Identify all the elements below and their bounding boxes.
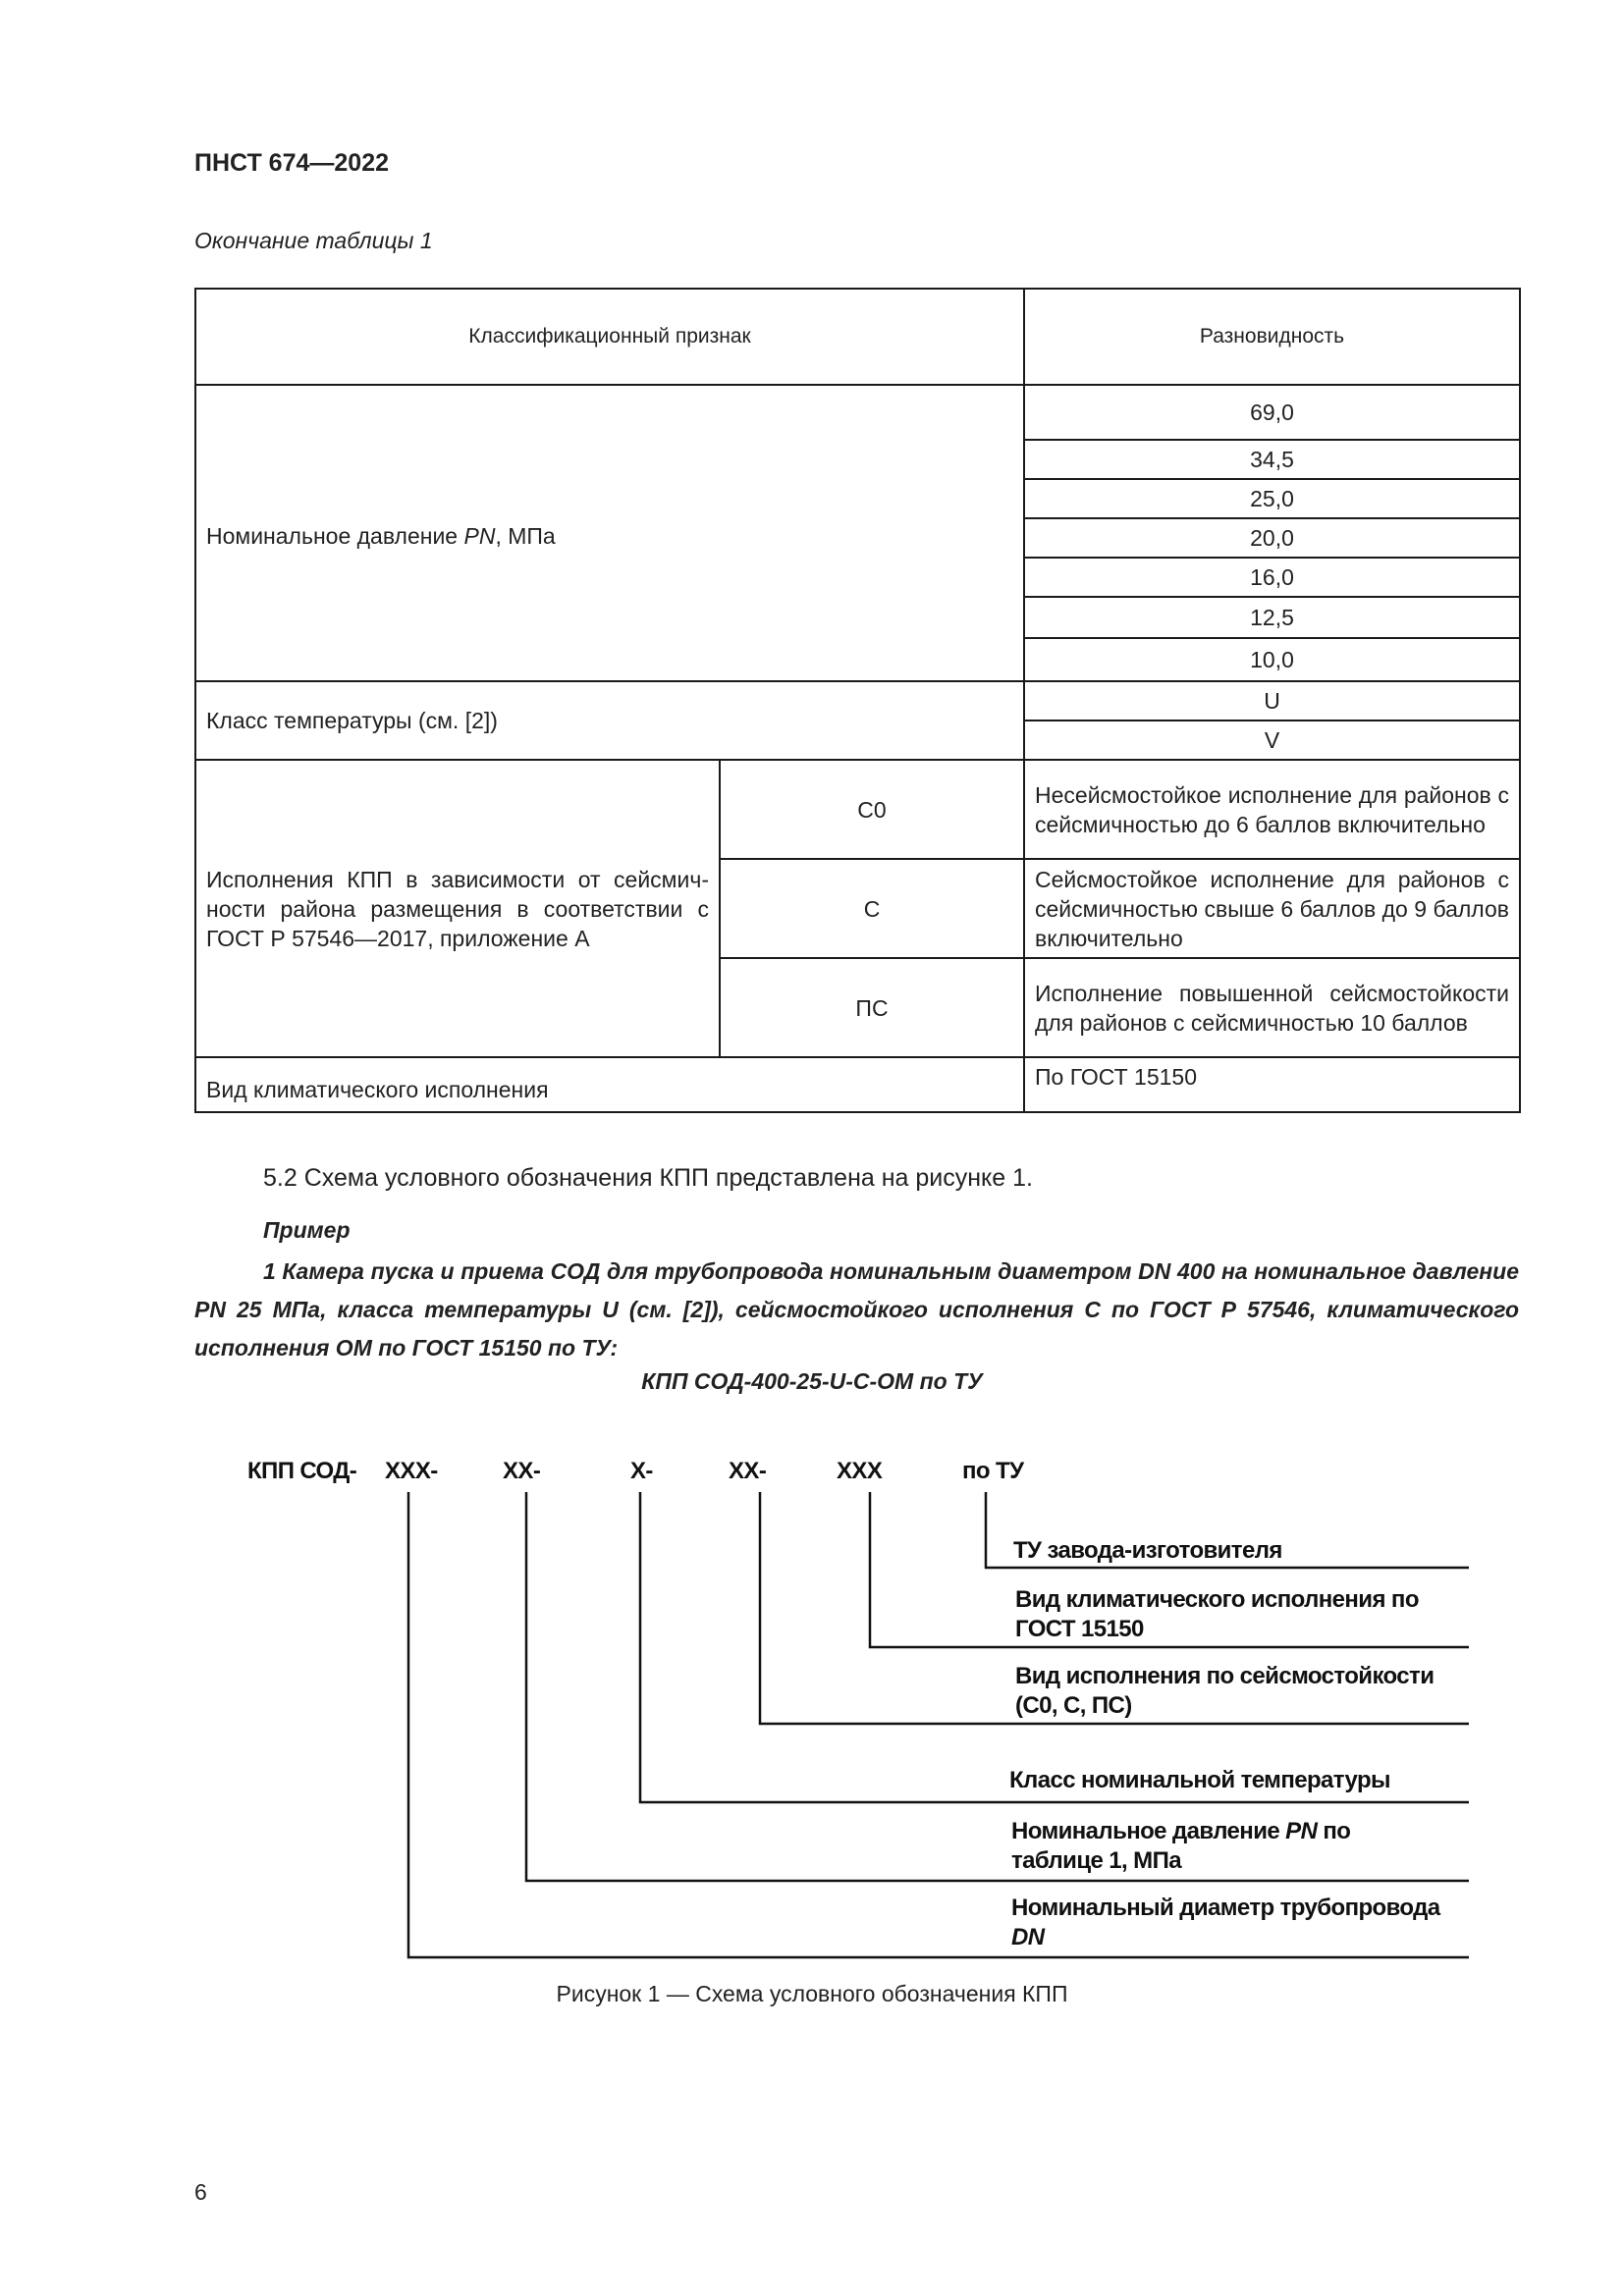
pressure-value: 12,5 [1024,597,1520,638]
scheme-label-climate: Вид климатического исполнения по [1015,1586,1419,1613]
leader-climate [870,1492,1469,1647]
climate-label: Вид климатического исполнения [195,1057,1024,1112]
page-number: 6 [194,2179,207,2205]
header-variant: Разновидность [1024,289,1520,385]
seismic-label: Исполнения КПП в зависимости от сейсмичности района размещения в соответствии с ГОСТ Р 57546—2017, приложение А [195,760,720,1057]
scheme-label-pressure: Номинальное давление PN по [1011,1818,1351,1844]
pressure-value: 10,0 [1024,638,1520,681]
document-code: ПНСТ 674—2022 [194,149,389,177]
scheme-label-tu: ТУ завода-изготовителя [1013,1537,1282,1564]
temperature-label: Класс температуры (см. [2]) [195,681,1024,760]
scheme-token-seismic: XX- [729,1458,767,1484]
scheme-token-temperature: X- [630,1458,653,1484]
scheme-token-pressure: XX- [503,1458,541,1484]
scheme-label-seismic: Вид исполнения по сейсмостойкости [1015,1663,1435,1689]
example-text: 1 Камера пуска и приема СОД для трубопровода номинальным диаметром DN 400 на номинальное давление PN 25 МПа, класса температуры U (см. [2]), сейсмостойкого исполнения С по ГОСТ Р 57546, климатического исполнения ОМ по ГОСТ 15150 по ТУ: [194,1258,1519,1361]
scheme-label-pressure-2: таблице 1, МПа [1011,1847,1181,1874]
scheme-labels [1009,1537,1441,1950]
seismic-code: С [720,859,1024,958]
temperature-value: U [1024,681,1520,721]
scheme-label-temperature: Класс номинальной температуры [1009,1767,1390,1793]
example-code: КПП СОД-400-25-U-С-ОМ по ТУ [641,1368,983,1394]
seismic-desc: Исполнение повышенной сейсмостойкости для районов с сейсмичностью 10 баллов [1024,958,1520,1057]
scheme-label-diameter-2: DN [1011,1924,1045,1950]
scheme-label-climate-2: ГОСТ 15150 [1015,1616,1144,1642]
header-feature: Классификационный признак [195,289,1024,385]
scheme-token-climate: XXX [837,1458,883,1484]
seismic-desc: Несейсмостойкое исполнение для районов с сейсмичностью до 6 баллов включительно [1024,760,1520,859]
scheme-label-seismic-2: (С0, С, ПС) [1015,1692,1132,1719]
scheme-token-prefix: КПП СОД- [247,1458,357,1484]
paragraph-5-2: 5.2 Схема условного обозначения КПП представлена на рисунке 1. [263,1164,1033,1192]
figure-caption: Рисунок 1 — Схема условного обозначения КПП [556,1981,1068,2006]
example-label: Пример [263,1217,351,1243]
scheme-token-diameter: XXX- [385,1458,438,1484]
scheme-token-tu: по ТУ [962,1458,1024,1484]
temperature-value: V [1024,721,1520,760]
pressure-value: 69,0 [1024,385,1520,440]
scheme-label-diameter: Номинальный диаметр трубопровода [1011,1895,1440,1921]
pressure-value: 25,0 [1024,479,1520,518]
seismic-desc: Сейсмостойкое исполнение для районов с сейсмичностью свыше 6 баллов до 9 баллов включительно [1024,859,1520,958]
pressure-value: 20,0 [1024,518,1520,558]
seismic-code: ПС [720,958,1024,1057]
pressure-label: Номинальное давление PN, МПа [195,385,1024,681]
seismic-code: С0 [720,760,1024,859]
table-continuation-label: Окончание таблицы 1 [194,228,433,253]
climate-value: По ГОСТ 15150 [1024,1057,1520,1112]
scheme-leader-lines [408,1492,1469,1957]
pressure-value: 34,5 [1024,440,1520,479]
scheme-tokens [247,1458,1025,1484]
pressure-value: 16,0 [1024,558,1520,597]
